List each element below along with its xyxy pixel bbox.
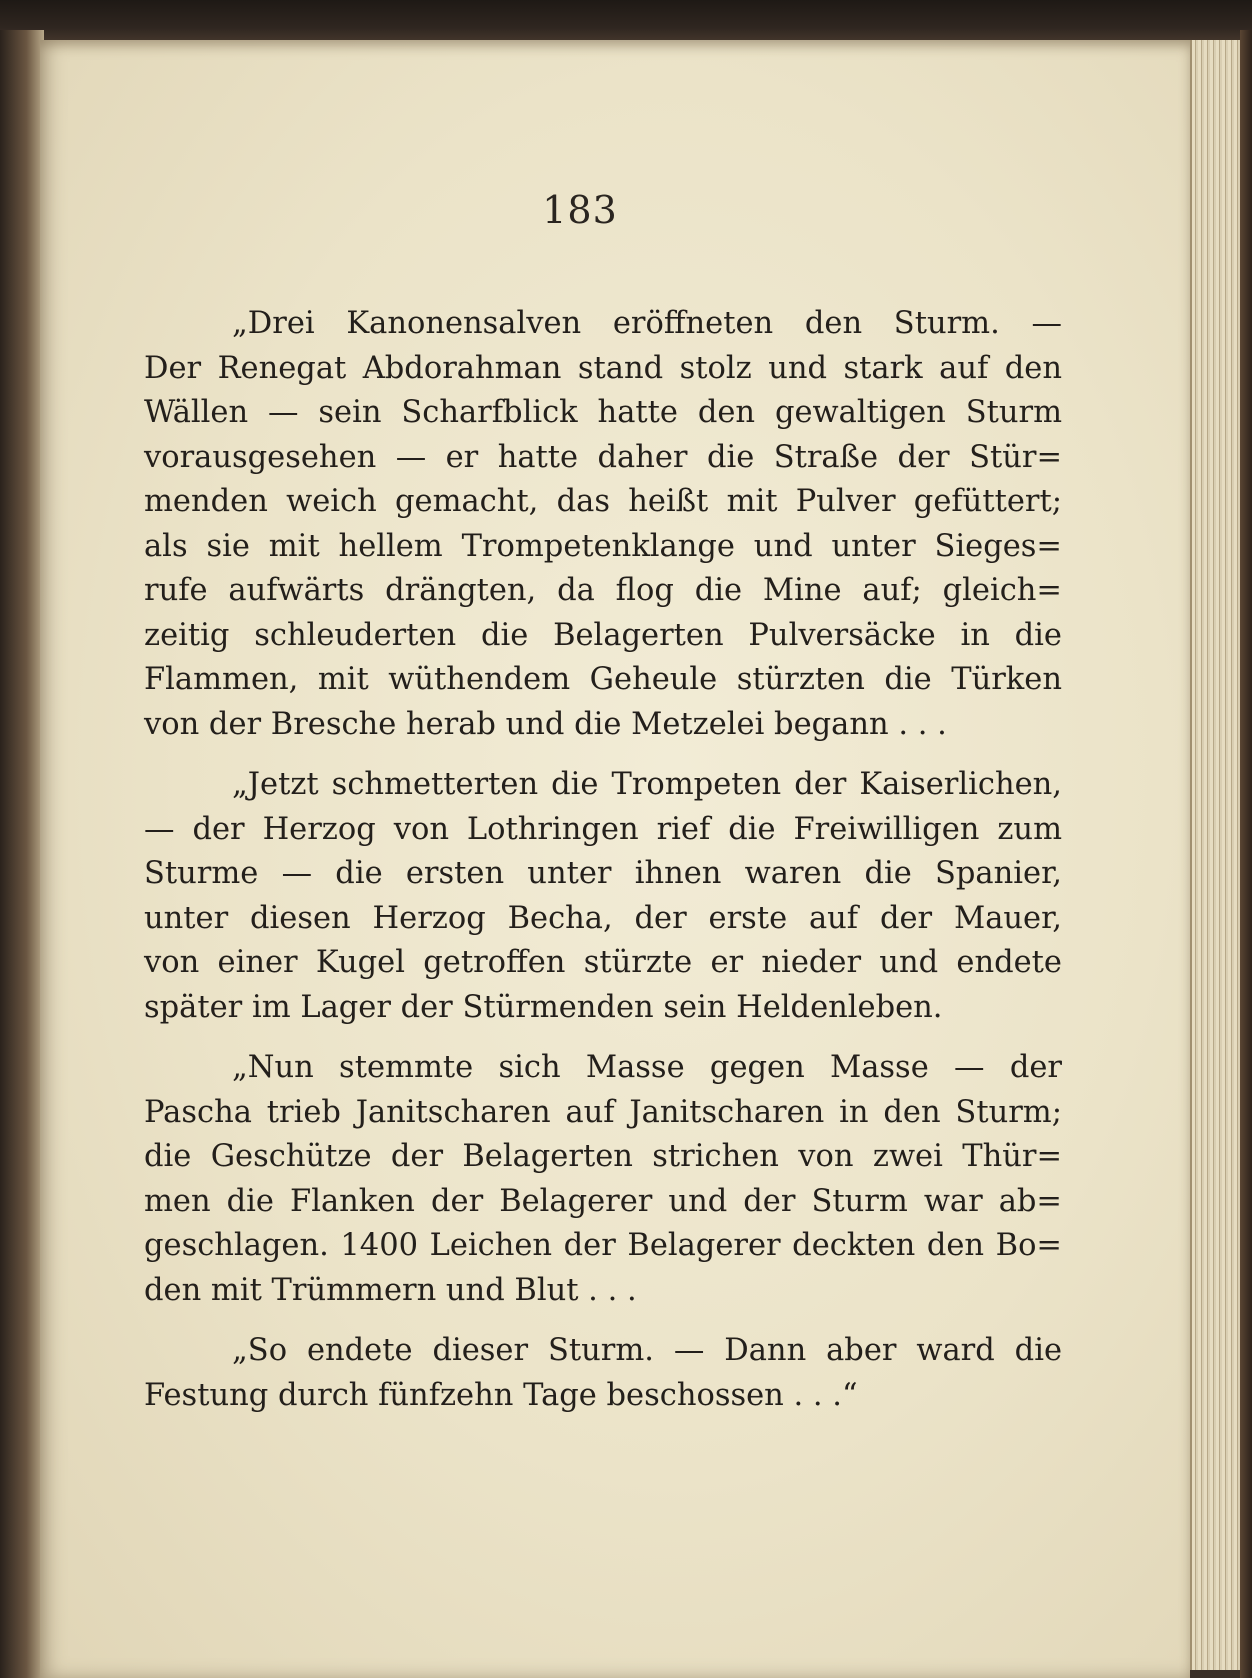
text-line: Der Renegat Abdorahman stand stolz und stark auf den (144, 350, 1062, 386)
text-line: „Drei Kanonensalven eröffneten den Sturm. — (232, 306, 1062, 341)
text-line: „Nun stemmte sich Masse gegen Masse — der (232, 1050, 1062, 1085)
body-text (144, 302, 1062, 1434)
text-line: von der Bresche herab und die Metzelei begann . . . (144, 706, 947, 742)
text-line: unter diesen Herzog Becha, der erste auf der Mauer, (144, 900, 1062, 936)
book-page (40, 40, 1190, 1678)
book-binding (0, 30, 44, 1678)
text-line: „So endete dieser Sturm. — Dann aber ward die (232, 1333, 1062, 1368)
text-line: später im Lager der Stürmenden sein Heldenleben. (144, 989, 943, 1025)
text-line: Festung durch fünfzehn Tage beschossen . . .“ (144, 1377, 858, 1413)
paragraph-3 (144, 1046, 1062, 1313)
text-line: men die Flanken der Belagerer und der Sturm war ab= (144, 1183, 1062, 1219)
text-line: von einer Kugel getroffen stürzte er nieder und endete (144, 945, 1062, 980)
text-line: Sturme — die ersten unter ihnen waren die Spanier, (144, 856, 1062, 891)
paragraph-2 (144, 763, 1062, 1030)
paragraph-1 (144, 302, 1062, 747)
text-line: als sie mit hellem Trompetenklange und unter Sieges= (144, 528, 1062, 564)
page-number: 183 (542, 188, 618, 232)
text-line: Wällen — sein Scharfblick hatte den gewaltigen Sturm (144, 395, 1062, 430)
text-line: zeitig schleuderten die Belagerten Pulversäcke in die (144, 617, 1062, 653)
text-line: „Jetzt schmetterten die Trompeten der Kaiserlichen, (232, 767, 1062, 802)
text-line: vorausgesehen — er hatte daher die Straße der Stür= (144, 439, 1062, 475)
text-line: rufe aufwärts drängten, da flog die Mine auf; gleich= (144, 573, 1062, 608)
text-line: Pascha trieb Janitscharen auf Janitscharen in den Sturm; (144, 1094, 1062, 1130)
text-line: die Geschütze der Belagerten strichen von zwei Thür= (144, 1139, 1062, 1174)
text-line: geschlagen. 1400 Leichen der Belagerer deckten den Bo= (144, 1228, 1062, 1263)
text-line: den mit Trümmern und Blut . . . (144, 1272, 637, 1308)
text-line: — der Herzog von Lothringen rief die Freiwilligen zum (144, 811, 1062, 847)
book-cover-right (1240, 30, 1252, 1678)
text-line: Flammen, mit wüthendem Geheule stürzten die Türken (144, 662, 1062, 697)
text-line: menden weich gemacht, das heißt mit Pulver gefüttert; (144, 484, 1062, 519)
paragraph-4 (144, 1329, 1062, 1418)
